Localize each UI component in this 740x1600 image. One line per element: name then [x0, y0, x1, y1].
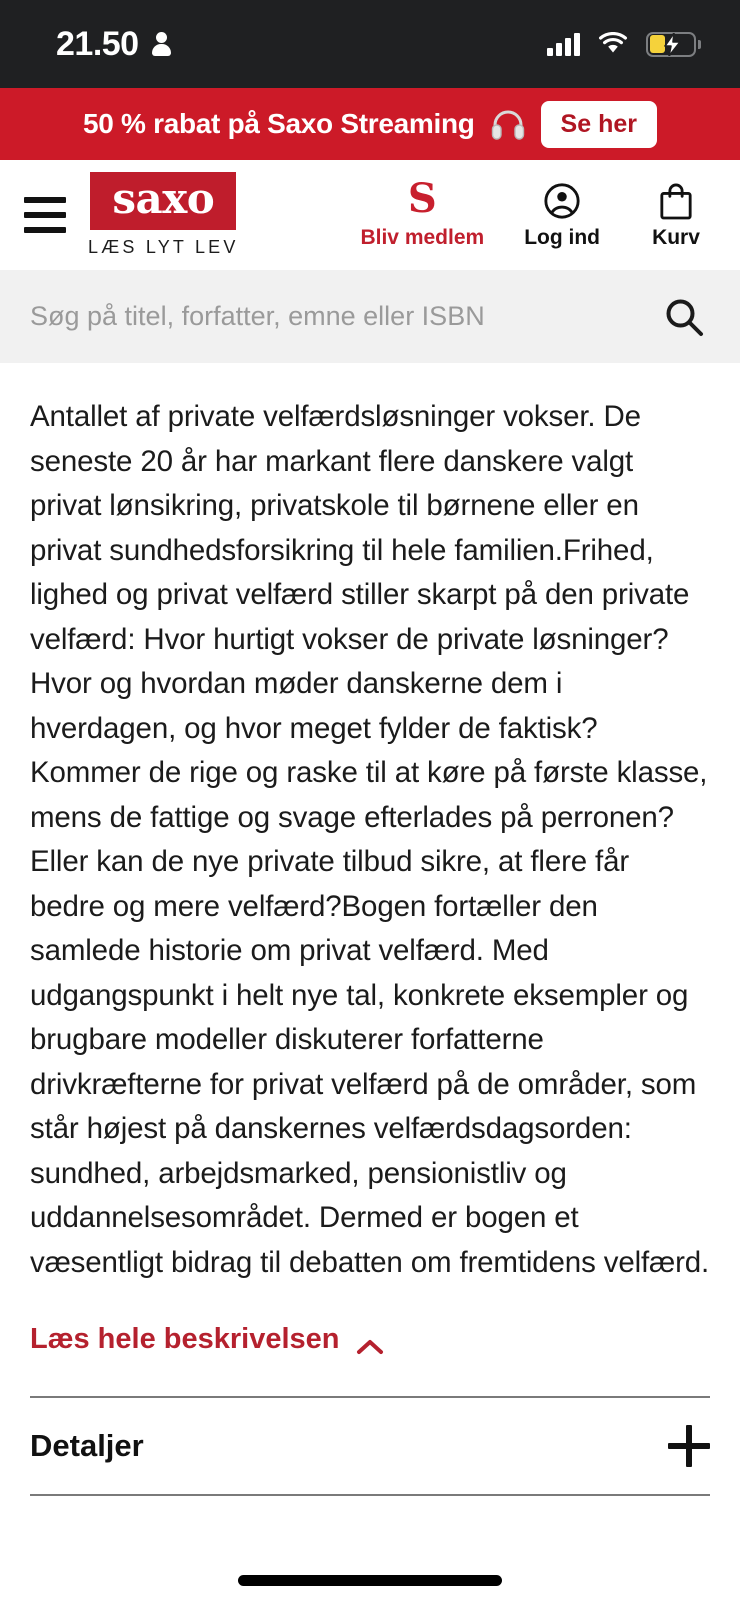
read-full-description-button[interactable]	[30, 1323, 384, 1356]
chevron-up-icon	[356, 1331, 384, 1349]
status-bar-right	[547, 32, 696, 57]
saxo-s-icon: S	[407, 174, 437, 222]
login-button[interactable]	[524, 181, 600, 250]
search-input[interactable]	[30, 301, 662, 332]
section-divider-bottom	[30, 1494, 710, 1496]
site-header	[0, 160, 740, 270]
logo-tagline: LÆS LYT LEV	[88, 237, 239, 257]
header-actions	[360, 174, 712, 250]
promo-cta-button[interactable]: Se her	[541, 101, 657, 148]
status-time: 21.50	[56, 24, 139, 63]
become-member-button[interactable]	[360, 174, 485, 250]
search-icon[interactable]	[662, 295, 706, 339]
read-full-description-label: Læs hele beskrivelsen	[30, 1323, 340, 1355]
cart-label: Kurv	[652, 225, 700, 249]
book-description: Antallet af private velfærdsløsninger vokser. De seneste 20 år har markant flere danskere valgt privat lønsikring, privatskole til børnene eller en privat sundhedsforsikring til hele familien.Frihed, lighed og privat velfærd stiller skarpt på den private velfærd: Hvor hurtigt vokser de private løsninger? Hvor og hvordan møder danskerne dem i hverdagen, og hvor meget fylder de faktisk? Kommer de rige og raske til at køre på første klasse, mens de fattige og svage efterlades på perronen? Eller kan de nye private tilbud sikre, at flere får bedre og mere velfærd?Bogen fortæller den samlede historie om privat velfærd. Med udgangspunkt i helt nye tal, konkrete eksempler og brugbare modeller diskuterer forfatterne drivkræfterne for privat velfærd på de områder, som står højest på danskernes velfærdsdagsorden: sundhed, arbejdsmarked, pensionistliv og uddannelsesområdet. Dermed er bogen et væsentligt bidrag til debatten om fremtidens velfærd.	[30, 400, 710, 1279]
account-circle-icon	[543, 181, 581, 221]
battery-charging-icon	[646, 32, 696, 57]
cart-button[interactable]	[640, 181, 712, 250]
logo-text: saxo	[112, 174, 215, 223]
details-accordion[interactable]	[30, 1398, 710, 1494]
shopping-bag-icon	[659, 181, 693, 221]
hamburger-menu-icon[interactable]	[18, 193, 72, 237]
logo-box	[90, 172, 236, 230]
main-content	[0, 395, 740, 1496]
headphones-icon	[491, 108, 525, 140]
details-label: Detaljer	[30, 1428, 144, 1463]
signal-bars-icon	[547, 32, 580, 56]
promo-banner-text: 50 % rabat på Saxo Streaming	[83, 108, 475, 139]
status-bar	[0, 0, 740, 88]
search-bar[interactable]	[0, 270, 740, 363]
become-member-label: Bliv medlem	[360, 225, 485, 249]
home-indicator	[238, 1575, 502, 1586]
person-icon	[152, 32, 171, 56]
wifi-icon	[598, 32, 628, 56]
login-label: Log ind	[524, 225, 600, 249]
saxo-logo[interactable]	[88, 172, 239, 258]
status-bar-left	[56, 25, 171, 64]
promo-banner[interactable]	[0, 88, 740, 160]
plus-icon[interactable]	[668, 1425, 710, 1467]
